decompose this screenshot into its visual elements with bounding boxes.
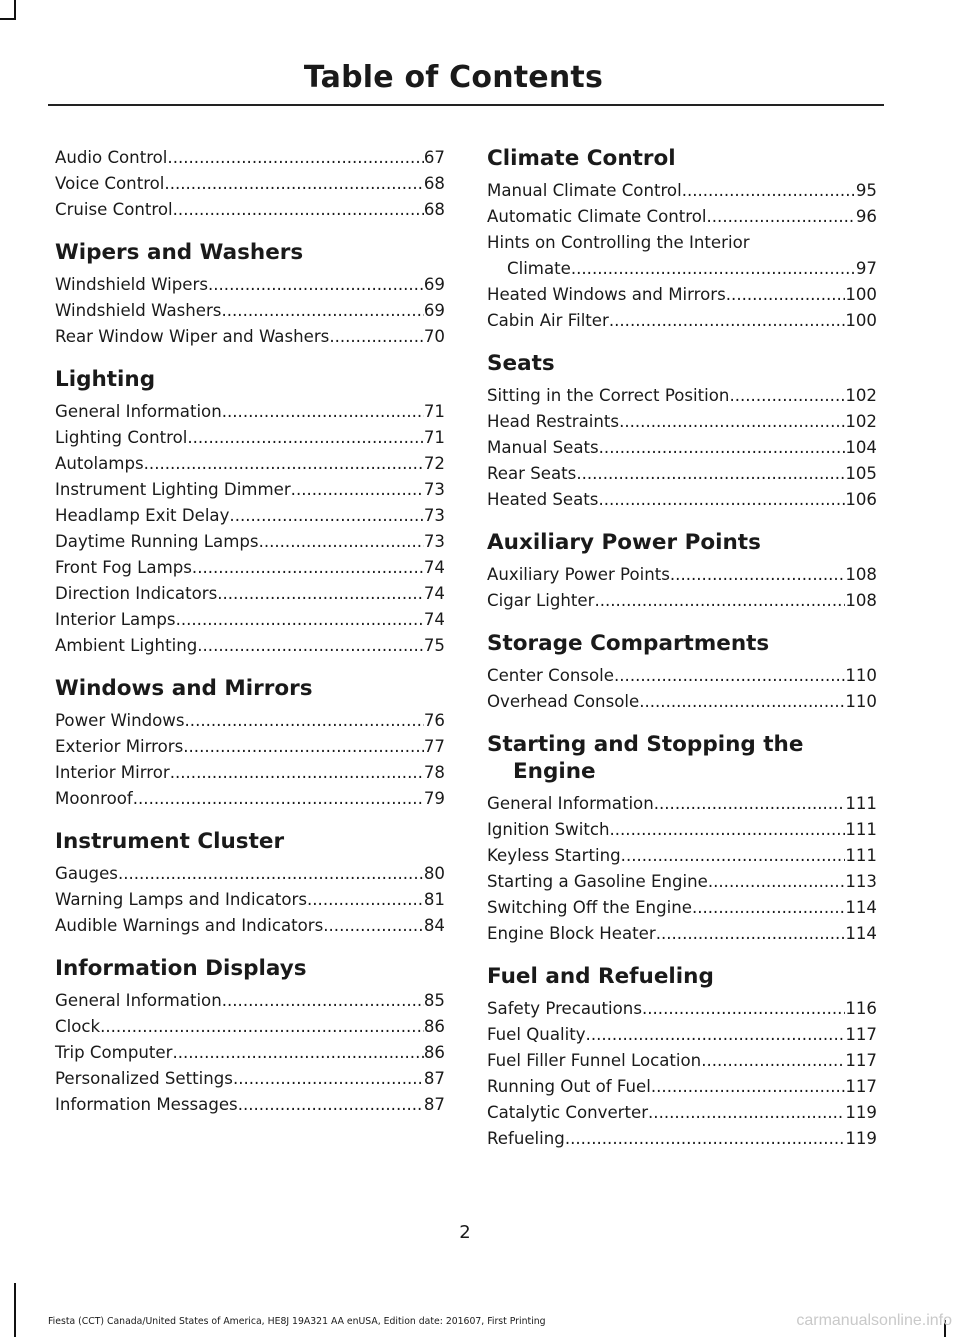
toc-entry-page: 86 bbox=[423, 1017, 445, 1036]
dot-leader bbox=[185, 708, 424, 734]
toc-entry[interactable] bbox=[487, 562, 877, 588]
toc-entry-page: 114 bbox=[845, 924, 877, 943]
section-heading: Storage Compartments bbox=[487, 631, 770, 656]
toc-entry[interactable] bbox=[55, 1092, 445, 1118]
toc-entry-page: 75 bbox=[423, 636, 445, 655]
dot-leader bbox=[692, 895, 845, 921]
section-heading: Wipers and Washers bbox=[55, 240, 304, 265]
toc-entry-title: Headlamp Exit Delay bbox=[55, 506, 230, 525]
toc-entry[interactable] bbox=[487, 689, 877, 715]
dot-leader bbox=[222, 988, 424, 1014]
dot-leader bbox=[619, 409, 845, 435]
dot-leader bbox=[598, 487, 845, 513]
dot-leader bbox=[183, 734, 424, 760]
dot-leader bbox=[164, 171, 423, 197]
toc-entry-page: 68 bbox=[423, 200, 445, 219]
toc-entry[interactable] bbox=[487, 1074, 877, 1100]
toc-entry-title: Engine Block Heater bbox=[487, 924, 656, 943]
toc-entry-title: Lighting Control bbox=[55, 428, 188, 447]
toc-entry[interactable] bbox=[55, 760, 445, 786]
dot-leader bbox=[323, 913, 424, 939]
toc-entry-page: 74 bbox=[423, 558, 445, 577]
dot-leader bbox=[208, 272, 424, 298]
toc-entry-title: Information Messages bbox=[55, 1095, 238, 1114]
toc-entry-page: 70 bbox=[423, 327, 445, 346]
dot-leader bbox=[599, 435, 846, 461]
toc-entry-title: Ignition Switch bbox=[487, 820, 610, 839]
toc-entry-page: 73 bbox=[423, 506, 445, 525]
toc-entry-page: 79 bbox=[423, 789, 445, 808]
toc-entry-page: 117 bbox=[845, 1051, 877, 1070]
toc-entry-page: 86 bbox=[423, 1043, 445, 1062]
dot-leader bbox=[651, 1074, 845, 1100]
toc-entry-page: 106 bbox=[845, 490, 877, 509]
toc-entry-title: Automatic Climate Control bbox=[487, 207, 707, 226]
toc-entry[interactable] bbox=[55, 451, 445, 477]
toc-right-column bbox=[487, 145, 877, 1152]
dot-leader bbox=[238, 1092, 424, 1118]
toc-left-column bbox=[55, 145, 445, 1118]
toc-entry-title: Keyless Starting bbox=[487, 846, 621, 865]
toc-entry-page: 111 bbox=[845, 846, 877, 865]
toc-entry[interactable] bbox=[487, 204, 877, 230]
toc-entry-title: Front Fog Lamps bbox=[55, 558, 192, 577]
toc-entry[interactable] bbox=[55, 324, 445, 350]
toc-entry-page: 113 bbox=[845, 872, 877, 891]
toc-entry-page: 67 bbox=[423, 148, 445, 167]
toc-entry[interactable] bbox=[487, 178, 877, 204]
toc-entry-page: 116 bbox=[845, 999, 877, 1018]
toc-entry-title: Clock bbox=[55, 1017, 101, 1036]
dot-leader bbox=[167, 145, 423, 171]
toc-entry[interactable] bbox=[55, 1040, 445, 1066]
toc-entry-page: 85 bbox=[423, 991, 445, 1010]
toc-entry[interactable] bbox=[487, 1126, 877, 1152]
toc-entry[interactable] bbox=[55, 425, 445, 451]
toc-entry-title: Power Windows bbox=[55, 711, 185, 730]
toc-entry-page: 69 bbox=[423, 275, 445, 294]
toc-entry-page: 87 bbox=[423, 1095, 445, 1114]
toc-entry-page: 71 bbox=[423, 428, 445, 447]
section-heading: Instrument Cluster bbox=[55, 829, 285, 854]
toc-entry[interactable] bbox=[487, 843, 877, 869]
toc-entry-page: 108 bbox=[845, 565, 877, 584]
toc-entry-page: 105 bbox=[845, 464, 877, 483]
toc-entry[interactable] bbox=[487, 230, 877, 282]
toc-entry-page: 77 bbox=[423, 737, 445, 756]
toc-entry-page: 96 bbox=[855, 207, 877, 226]
section-heading: Windows and Mirrors bbox=[55, 676, 313, 701]
dot-leader bbox=[609, 308, 845, 334]
toc-entry-title: Fuel Quality bbox=[487, 1025, 586, 1044]
dot-leader bbox=[609, 817, 845, 843]
toc-entry-page: 111 bbox=[845, 794, 877, 813]
dot-leader bbox=[586, 1022, 846, 1048]
toc-entry-page: 117 bbox=[845, 1077, 877, 1096]
dot-leader bbox=[133, 786, 424, 812]
dot-leader bbox=[233, 1066, 424, 1092]
toc-entry-title: Safety Precautions bbox=[487, 999, 642, 1018]
toc-entry[interactable] bbox=[487, 996, 877, 1022]
dot-leader bbox=[701, 1048, 845, 1074]
toc-entry[interactable] bbox=[487, 791, 877, 817]
toc-entry-title: Interior Mirror bbox=[55, 763, 170, 782]
toc-entry-title: Catalytic Converter bbox=[487, 1103, 649, 1122]
toc-entry-title: Center Console bbox=[487, 666, 614, 685]
toc-entry-title: Exterior Mirrors bbox=[55, 737, 184, 756]
toc-entry-title: Gauges bbox=[55, 864, 118, 883]
toc-entry-title: Starting a Gasoline Engine bbox=[487, 872, 708, 891]
toc-entry-page: 104 bbox=[845, 438, 877, 457]
dot-leader bbox=[614, 663, 845, 689]
toc-entry-title: General Information bbox=[55, 402, 222, 421]
toc-entry-page: 117 bbox=[845, 1025, 877, 1044]
toc-entry[interactable] bbox=[487, 409, 877, 435]
toc-entry[interactable] bbox=[55, 298, 445, 324]
dot-leader bbox=[192, 555, 424, 581]
crop-mark-bottom-left-vertical bbox=[14, 1283, 16, 1337]
toc-entry-title: Refueling bbox=[487, 1129, 565, 1148]
toc-entry[interactable] bbox=[55, 633, 445, 659]
toc-entry[interactable] bbox=[55, 607, 445, 633]
dot-leader bbox=[197, 633, 424, 659]
toc-entry-title: Interior Lamps bbox=[55, 610, 176, 629]
toc-entry[interactable] bbox=[55, 503, 445, 529]
dot-leader bbox=[656, 921, 846, 947]
toc-entry[interactable] bbox=[55, 145, 445, 171]
dot-leader bbox=[222, 399, 424, 425]
toc-entry[interactable] bbox=[487, 435, 877, 461]
section-heading: Starting and Stopping the Engine bbox=[487, 732, 804, 784]
toc-entry[interactable] bbox=[487, 869, 877, 895]
toc-entry-title: Fuel Filler Funnel Location bbox=[487, 1051, 702, 1070]
toc-entry[interactable] bbox=[55, 555, 445, 581]
toc-entry[interactable] bbox=[55, 171, 445, 197]
toc-entry-page: 102 bbox=[845, 386, 877, 405]
section-heading: Seats bbox=[487, 351, 555, 376]
toc-entry[interactable] bbox=[55, 988, 445, 1014]
dot-leader bbox=[648, 1100, 845, 1126]
dot-leader bbox=[187, 425, 424, 451]
toc-entry-title: Overhead Console bbox=[487, 692, 640, 711]
dot-leader bbox=[221, 298, 423, 324]
toc-entry-page: 69 bbox=[423, 301, 445, 320]
toc-entry-title: General Information bbox=[487, 794, 654, 813]
toc-entry[interactable] bbox=[55, 529, 445, 555]
toc-entry-page: 81 bbox=[423, 890, 445, 909]
toc-entry-title: Instrument Lighting Dimmer bbox=[55, 480, 291, 499]
toc-entry[interactable] bbox=[55, 1014, 445, 1040]
toc-entry[interactable] bbox=[55, 1066, 445, 1092]
toc-entry[interactable] bbox=[487, 921, 877, 947]
toc-entry-page: 97 bbox=[855, 259, 877, 278]
dot-leader bbox=[170, 760, 424, 786]
dot-leader bbox=[229, 503, 423, 529]
toc-entry-page: 102 bbox=[845, 412, 877, 431]
section-heading: Auxiliary Power Points bbox=[487, 530, 761, 555]
toc-entry-page: 100 bbox=[845, 285, 877, 304]
toc-entry[interactable] bbox=[487, 282, 877, 308]
toc-entry-title: Manual Seats bbox=[487, 438, 599, 457]
watermark: carmanualsonline.info bbox=[796, 1312, 952, 1329]
toc-entry-title: Running Out of Fuel bbox=[487, 1077, 651, 1096]
dot-leader bbox=[307, 887, 424, 913]
dot-leader bbox=[707, 204, 856, 230]
dot-leader bbox=[172, 1040, 423, 1066]
toc-entry-title: Moonroof bbox=[55, 789, 133, 808]
crop-mark-top-left-horizontal bbox=[0, 18, 16, 20]
toc-entry-title: Windshield Washers bbox=[55, 301, 222, 320]
toc-entry[interactable] bbox=[55, 399, 445, 425]
toc-entry[interactable] bbox=[55, 786, 445, 812]
toc-entry-page: 111 bbox=[845, 820, 877, 839]
dot-leader bbox=[654, 791, 846, 817]
toc-entry-title: Sitting in the Correct Position bbox=[487, 386, 730, 405]
toc-entry-title: Rear Window Wiper and Washers bbox=[55, 327, 330, 346]
dot-leader bbox=[176, 607, 424, 633]
toc-entry[interactable] bbox=[487, 1022, 877, 1048]
toc-entry-title: Hints on Controlling the Interior bbox=[487, 233, 750, 252]
toc-entry-page: 73 bbox=[423, 532, 445, 551]
dot-leader bbox=[329, 324, 424, 350]
toc-entry-title: Rear Seats bbox=[487, 464, 577, 483]
toc-entry-title: Audio Control bbox=[55, 148, 168, 167]
toc-entry-page: 72 bbox=[423, 454, 445, 473]
toc-entry-title: Ambient Lighting bbox=[55, 636, 198, 655]
toc-entry[interactable] bbox=[55, 477, 445, 503]
section-heading: Fuel and Refueling bbox=[487, 964, 714, 989]
toc-entry-title: Warning Lamps and Indicators bbox=[55, 890, 307, 909]
header-divider bbox=[48, 104, 884, 106]
toc-entry[interactable] bbox=[55, 913, 445, 939]
toc-entry[interactable] bbox=[487, 895, 877, 921]
toc-entry[interactable] bbox=[487, 487, 877, 513]
toc-entry-title: Head Restraints bbox=[487, 412, 620, 431]
toc-entry-title: Heated Seats bbox=[487, 490, 599, 509]
dot-leader bbox=[259, 529, 424, 555]
page-title: Table of Contents bbox=[303, 60, 603, 95]
toc-entry-title: General Information bbox=[55, 991, 222, 1010]
toc-entry-title: Direction Indicators bbox=[55, 584, 218, 603]
toc-entry-page: 110 bbox=[845, 666, 877, 685]
toc-entry-title: Daytime Running Lamps bbox=[55, 532, 259, 551]
dot-leader bbox=[144, 451, 424, 477]
toc-entry[interactable] bbox=[55, 887, 445, 913]
dot-leader bbox=[100, 1014, 424, 1040]
toc-entry-title: Audible Warnings and Indicators bbox=[55, 916, 324, 935]
dot-leader bbox=[565, 1126, 845, 1152]
dot-leader bbox=[576, 461, 845, 487]
dot-leader bbox=[118, 861, 424, 887]
dot-leader bbox=[291, 477, 424, 503]
dot-leader bbox=[729, 383, 845, 409]
toc-entry[interactable] bbox=[487, 461, 877, 487]
dot-leader bbox=[726, 282, 846, 308]
toc-entry-title: Cigar Lighter bbox=[487, 591, 595, 610]
toc-entry-page: 74 bbox=[423, 584, 445, 603]
toc-entry-title-continued: Climate bbox=[507, 259, 571, 278]
dot-leader bbox=[217, 581, 424, 607]
toc-entry-page: 100 bbox=[845, 311, 877, 330]
toc-entry-title: Voice Control bbox=[55, 174, 165, 193]
dot-leader bbox=[642, 996, 845, 1022]
toc-entry-page: 87 bbox=[423, 1069, 445, 1088]
toc-entry-title: Autolamps bbox=[55, 454, 144, 473]
toc-entry[interactable] bbox=[487, 1100, 877, 1126]
dot-leader bbox=[682, 178, 856, 204]
toc-entry-page: 119 bbox=[845, 1129, 877, 1148]
dot-leader bbox=[594, 588, 845, 614]
dot-leader bbox=[173, 197, 424, 223]
toc-entry[interactable] bbox=[55, 581, 445, 607]
toc-entry-page: 71 bbox=[423, 402, 445, 421]
toc-entry-page: 74 bbox=[423, 610, 445, 629]
toc-entry[interactable] bbox=[55, 197, 445, 223]
toc-entry-title: Auxiliary Power Points bbox=[487, 565, 670, 584]
toc-entry-page: 119 bbox=[845, 1103, 877, 1122]
toc-entry-page: 73 bbox=[423, 480, 445, 499]
toc-entry-page: 108 bbox=[845, 591, 877, 610]
toc-entry-title: Personalized Settings bbox=[55, 1069, 233, 1088]
toc-entry[interactable] bbox=[487, 663, 877, 689]
toc-entry-page: 84 bbox=[423, 916, 445, 935]
section-heading: Climate Control bbox=[487, 146, 676, 171]
toc-entry-page: 76 bbox=[423, 711, 445, 730]
toc-entry[interactable] bbox=[487, 308, 877, 334]
page-number: 2 bbox=[459, 1222, 471, 1243]
toc-entry-title: Cruise Control bbox=[55, 200, 173, 219]
section-heading: Lighting bbox=[55, 367, 156, 392]
toc-entry-page: 78 bbox=[423, 763, 445, 782]
toc-entry-page: 68 bbox=[423, 174, 445, 193]
dot-leader bbox=[621, 843, 846, 869]
toc-entry[interactable] bbox=[487, 1048, 877, 1074]
toc-entry-page: 114 bbox=[845, 898, 877, 917]
dot-leader bbox=[571, 256, 856, 282]
toc-entry-title: Heated Windows and Mirrors bbox=[487, 285, 726, 304]
dot-leader bbox=[639, 689, 845, 715]
toc-entry-title: Switching Off the Engine bbox=[487, 898, 692, 917]
toc-entry-title: Cabin Air Filter bbox=[487, 311, 609, 330]
toc-entry-title: Windshield Wipers bbox=[55, 275, 208, 294]
toc-entry-title: Manual Climate Control bbox=[487, 181, 682, 200]
toc-entry-page: 110 bbox=[845, 692, 877, 711]
toc-entry[interactable] bbox=[487, 817, 877, 843]
toc-entry-page: 80 bbox=[423, 864, 445, 883]
toc-entry-page: 95 bbox=[855, 181, 877, 200]
toc-entry[interactable] bbox=[487, 383, 877, 409]
toc-entry-title: Trip Computer bbox=[55, 1043, 173, 1062]
crop-mark-top-left-vertical bbox=[14, 0, 16, 20]
toc-entry[interactable] bbox=[487, 588, 877, 614]
toc-entry[interactable] bbox=[55, 708, 445, 734]
toc-entry[interactable] bbox=[55, 861, 445, 887]
dot-leader bbox=[670, 562, 845, 588]
section-heading: Information Displays bbox=[55, 956, 307, 981]
toc-entry[interactable] bbox=[55, 272, 445, 298]
toc-entry[interactable] bbox=[55, 734, 445, 760]
dot-leader bbox=[708, 869, 845, 895]
edition-footer: Fiesta (CCT) Canada/United States of America, HE8J 19A321 AA enUSA, Edition date: 201607, First Printing bbox=[48, 1316, 546, 1327]
